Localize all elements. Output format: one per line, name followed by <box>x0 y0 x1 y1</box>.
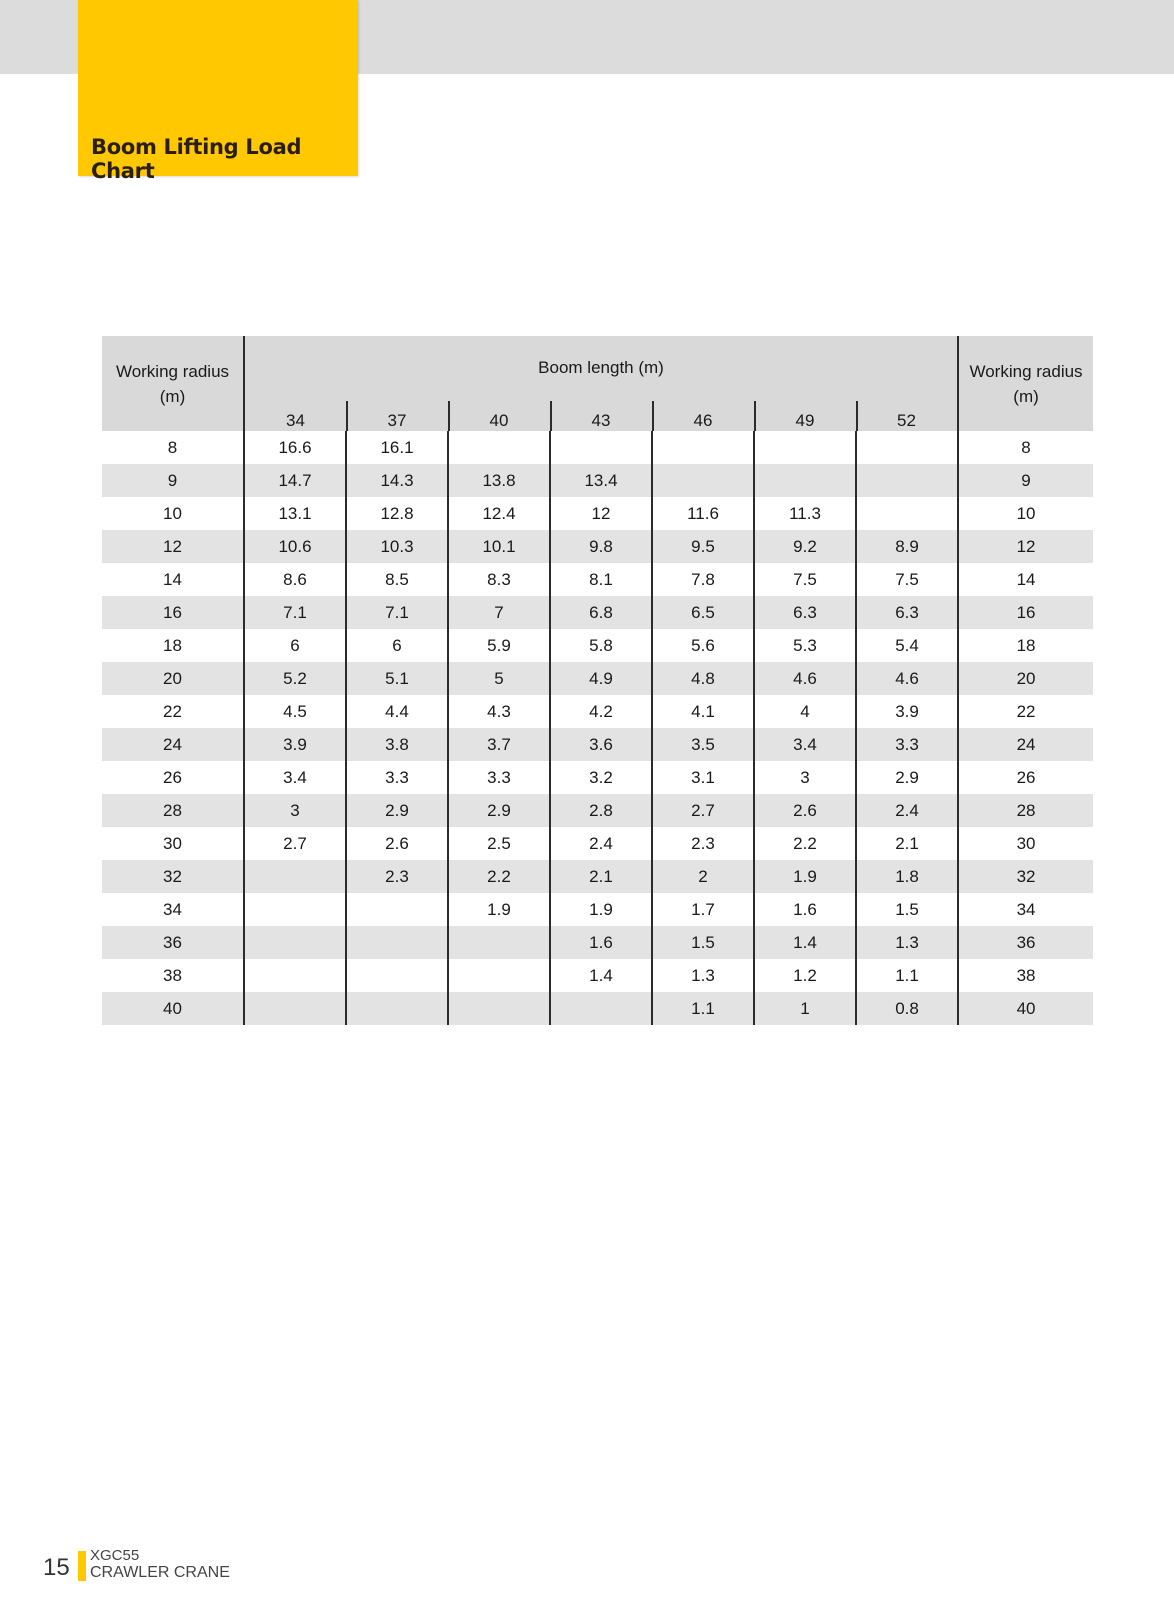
load-value-cell: 2.2 <box>754 827 856 860</box>
load-value-cell: 1.1 <box>652 992 754 1025</box>
load-value-cell: 9.2 <box>754 530 856 563</box>
radius-cell-left: 32 <box>102 860 244 893</box>
radius-cell-left: 22 <box>163 701 182 721</box>
load-value-cell: 6.8 <box>550 596 652 629</box>
load-value-cell: 4.9 <box>550 662 652 695</box>
radius-cell-right: 12 <box>958 530 1093 563</box>
load-value-cell <box>754 431 856 464</box>
load-value-cell: 5.8 <box>550 629 652 662</box>
load-value-cell: 1.4 <box>550 959 652 992</box>
table-row <box>102 893 1093 926</box>
load-value-cell: 8.5 <box>346 563 448 596</box>
boom-length-col-header: 46 <box>652 400 754 431</box>
load-value-cell: 7.5 <box>754 563 856 596</box>
radius-cell-left: 28 <box>102 794 244 827</box>
radius-cell-right: 40 <box>958 992 1093 1025</box>
load-value-cell: 3.9 <box>244 728 346 761</box>
load-value-cell: 3.7 <box>448 728 550 761</box>
load-value-cell <box>346 992 448 1025</box>
load-value-cell: 1.2 <box>754 959 856 992</box>
load-value-cell <box>856 431 958 464</box>
load-value-cell: 6.5 <box>652 596 754 629</box>
load-value-cell: 6.3 <box>754 596 856 629</box>
boom-length-col-header: 37 <box>346 400 448 431</box>
load-value-cell: 2.1 <box>550 860 652 893</box>
boom-length-col-header: 43 <box>550 400 652 431</box>
load-value-cell: 7.8 <box>652 563 754 596</box>
load-value-cell: 16.6 <box>244 431 346 464</box>
load-value-cell: 8.9 <box>856 530 958 563</box>
table-row <box>102 827 1093 860</box>
table-row <box>102 497 1093 530</box>
working-radius-header-right <box>958 336 1093 431</box>
load-value-cell: 2.3 <box>346 860 448 893</box>
load-value-cell <box>244 926 346 959</box>
radius-header-line1: Working radius <box>115 361 230 381</box>
load-value-cell: 2 <box>652 860 754 893</box>
load-value-cell: 7.5 <box>856 563 958 596</box>
load-value-cell: 10.3 <box>346 530 448 563</box>
boom-length-col-header: 34 <box>244 400 346 431</box>
load-value-cell: 3.4 <box>754 728 856 761</box>
load-chart-table <box>102 336 1093 1025</box>
load-value-cell: 4 <box>754 695 856 728</box>
radius-cell-right: 26 <box>958 761 1093 794</box>
table-row <box>102 860 1093 893</box>
load-value-cell: 4.6 <box>856 662 958 695</box>
load-value-cell <box>856 497 958 530</box>
load-value-cell: 5.1 <box>346 662 448 695</box>
load-value-cell <box>448 992 550 1025</box>
load-value-cell: 12 <box>550 497 652 530</box>
load-value-cell: 5.2 <box>244 662 346 695</box>
load-value-cell: 2.6 <box>754 794 856 827</box>
radius-cell-left: 20 <box>102 662 244 695</box>
load-value-cell: 2.7 <box>244 827 346 860</box>
boom-length-col-header: 40 <box>448 400 550 431</box>
radius-cell-left: 40 <box>102 992 244 1025</box>
load-value-cell: 1.5 <box>652 926 754 959</box>
load-value-cell: 3.8 <box>346 728 448 761</box>
radius-cell-right: 10 <box>958 497 1093 530</box>
load-value-cell: 2.8 <box>550 794 652 827</box>
table-row <box>102 926 1093 959</box>
load-value-cell: 1.6 <box>754 893 856 926</box>
load-value-cell: 4.6 <box>754 662 856 695</box>
radius-cell-right: 38 <box>958 959 1093 992</box>
load-value-cell: 1.1 <box>856 959 958 992</box>
load-value-cell: 3.3 <box>856 728 958 761</box>
table-row <box>102 464 1093 497</box>
load-value-cell: 10.6 <box>244 530 346 563</box>
load-value-cell: 14.7 <box>244 464 346 497</box>
load-value-cell: 8.6 <box>244 563 346 596</box>
radius-cell-left: 18 <box>163 635 182 655</box>
load-value-cell: 0.8 <box>856 992 958 1025</box>
load-value-cell <box>346 926 448 959</box>
load-value-cell: 13.8 <box>448 464 550 497</box>
load-value-cell: 4.8 <box>652 662 754 695</box>
radius-cell-right: 36 <box>958 926 1093 959</box>
load-value-cell <box>448 431 550 464</box>
load-value-cell: 1.3 <box>652 959 754 992</box>
radius-header-line2: (m) <box>1013 386 1039 406</box>
load-value-cell: 4.5 <box>244 695 346 728</box>
load-value-cell: 2.2 <box>448 860 550 893</box>
radius-cell-left: 36 <box>102 926 244 959</box>
radius-cell-right: 20 <box>958 662 1093 695</box>
load-value-cell: 3.6 <box>550 728 652 761</box>
radius-cell-left: 14 <box>163 569 182 589</box>
load-value-cell <box>754 464 856 497</box>
load-value-cell: 2.3 <box>652 827 754 860</box>
table-row <box>102 728 1093 761</box>
radius-cell-left: 30 <box>163 833 182 853</box>
load-value-cell: 6 <box>244 629 346 662</box>
page-number: 15 <box>43 1554 70 1581</box>
load-value-cell: 3.9 <box>856 695 958 728</box>
load-value-cell: 1.9 <box>448 893 550 926</box>
load-value-cell: 8.1 <box>550 563 652 596</box>
load-value-cell: 12.8 <box>346 497 448 530</box>
radius-cell-left: 8 <box>167 437 178 457</box>
load-value-cell: 2.4 <box>550 827 652 860</box>
product-name: CRAWLER CRANE <box>90 1564 230 1581</box>
load-value-cell: 10.1 <box>448 530 550 563</box>
load-value-cell: 3.1 <box>652 761 754 794</box>
radius-header-line1: Working radius <box>969 361 1083 381</box>
radius-cell-right: 18 <box>958 629 1093 662</box>
radius-cell-right: 24 <box>958 728 1093 761</box>
radius-cell-right: 32 <box>958 860 1093 893</box>
load-value-cell: 12.4 <box>448 497 550 530</box>
radius-cell-right: 28 <box>958 794 1093 827</box>
load-value-cell: 9.8 <box>550 530 652 563</box>
load-value-cell: 3.4 <box>244 761 346 794</box>
load-value-cell: 3.2 <box>550 761 652 794</box>
table-row <box>102 794 1093 827</box>
load-value-cell: 2.9 <box>346 794 448 827</box>
boom-length-header: Boom length (m) <box>244 336 958 400</box>
load-value-cell <box>346 893 448 926</box>
load-value-cell: 9.5 <box>652 530 754 563</box>
load-value-cell: 1.5 <box>856 893 958 926</box>
load-value-cell <box>856 464 958 497</box>
load-value-cell: 4.4 <box>346 695 448 728</box>
radius-header-line2: (m) <box>159 386 186 406</box>
radius-cell-left: 34 <box>163 899 182 919</box>
load-value-cell: 4.1 <box>652 695 754 728</box>
radius-cell-left: 10 <box>163 503 182 523</box>
load-value-cell: 8.3 <box>448 563 550 596</box>
load-value-cell: 4.2 <box>550 695 652 728</box>
load-value-cell <box>244 893 346 926</box>
working-radius-header-left <box>102 336 244 431</box>
radius-cell-left: 16 <box>102 596 244 629</box>
load-value-cell: 5.4 <box>856 629 958 662</box>
table-row <box>102 695 1093 728</box>
boom-length-col-header: 52 <box>856 400 958 431</box>
radius-cell-right: 8 <box>958 431 1093 464</box>
load-value-cell: 2.7 <box>652 794 754 827</box>
radius-cell-right: 16 <box>958 596 1093 629</box>
load-value-cell: 16.1 <box>346 431 448 464</box>
load-value-cell: 2.6 <box>346 827 448 860</box>
radius-cell-right: 9 <box>958 464 1093 497</box>
load-value-cell: 7.1 <box>346 596 448 629</box>
load-value-cell: 1.9 <box>754 860 856 893</box>
radius-cell-right: 34 <box>958 893 1093 926</box>
load-value-cell: 6 <box>346 629 448 662</box>
load-value-cell: 2.5 <box>448 827 550 860</box>
load-value-cell <box>346 959 448 992</box>
load-value-cell: 5.9 <box>448 629 550 662</box>
load-value-cell: 7 <box>448 596 550 629</box>
load-value-cell: 5.3 <box>754 629 856 662</box>
load-value-cell: 5 <box>448 662 550 695</box>
load-value-cell: 3 <box>754 761 856 794</box>
load-value-cell: 3.5 <box>652 728 754 761</box>
load-value-cell: 2.1 <box>856 827 958 860</box>
radius-cell-right: 30 <box>958 827 1093 860</box>
radius-cell-left: 12 <box>102 530 244 563</box>
radius-cell-right: 14 <box>958 563 1093 596</box>
load-value-cell <box>244 860 346 893</box>
load-value-cell <box>550 992 652 1025</box>
load-value-cell <box>448 959 550 992</box>
load-value-cell: 3 <box>244 794 346 827</box>
radius-cell-left: 38 <box>163 965 182 985</box>
table-row <box>102 629 1093 662</box>
table-row <box>102 761 1093 794</box>
load-value-cell <box>244 992 346 1025</box>
load-value-cell <box>244 959 346 992</box>
load-value-cell <box>652 431 754 464</box>
load-value-cell: 14.3 <box>346 464 448 497</box>
table-row <box>102 596 1093 629</box>
table-row <box>102 992 1093 1025</box>
load-value-cell: 1 <box>754 992 856 1025</box>
table-row <box>102 662 1093 695</box>
load-value-cell <box>550 431 652 464</box>
table-row <box>102 431 1093 464</box>
load-value-cell: 7.1 <box>244 596 346 629</box>
load-value-cell: 13.4 <box>550 464 652 497</box>
radius-cell-left: 24 <box>102 728 244 761</box>
load-value-cell: 6.3 <box>856 596 958 629</box>
table-row <box>102 563 1093 596</box>
load-value-cell: 5.6 <box>652 629 754 662</box>
load-value-cell <box>652 464 754 497</box>
load-value-cell: 1.3 <box>856 926 958 959</box>
load-value-cell: 1.9 <box>550 893 652 926</box>
table-row <box>102 530 1093 563</box>
table-row <box>102 959 1093 992</box>
load-value-cell: 11.3 <box>754 497 856 530</box>
load-value-cell: 2.9 <box>448 794 550 827</box>
radius-cell-left: 9 <box>102 464 244 497</box>
load-value-cell: 13.1 <box>244 497 346 530</box>
radius-cell-right: 22 <box>958 695 1093 728</box>
load-value-cell <box>448 926 550 959</box>
load-value-cell: 3.3 <box>448 761 550 794</box>
model-name: XGC55 <box>90 1547 140 1564</box>
title-block <box>78 0 358 183</box>
load-value-cell: 1.6 <box>550 926 652 959</box>
load-value-cell: 1.4 <box>754 926 856 959</box>
load-value-cell: 2.4 <box>856 794 958 827</box>
footer-accent-bar <box>78 1551 86 1581</box>
load-value-cell: 11.6 <box>652 497 754 530</box>
radius-cell-left: 26 <box>163 767 182 787</box>
load-value-cell: 4.3 <box>448 695 550 728</box>
load-value-cell: 1.8 <box>856 860 958 893</box>
load-value-cell: 2.9 <box>856 761 958 794</box>
page-title: Boom Lifting Load Chart <box>91 135 302 183</box>
load-value-cell: 3.3 <box>346 761 448 794</box>
load-value-cell: 1.7 <box>652 893 754 926</box>
boom-length-col-header: 49 <box>754 400 856 431</box>
